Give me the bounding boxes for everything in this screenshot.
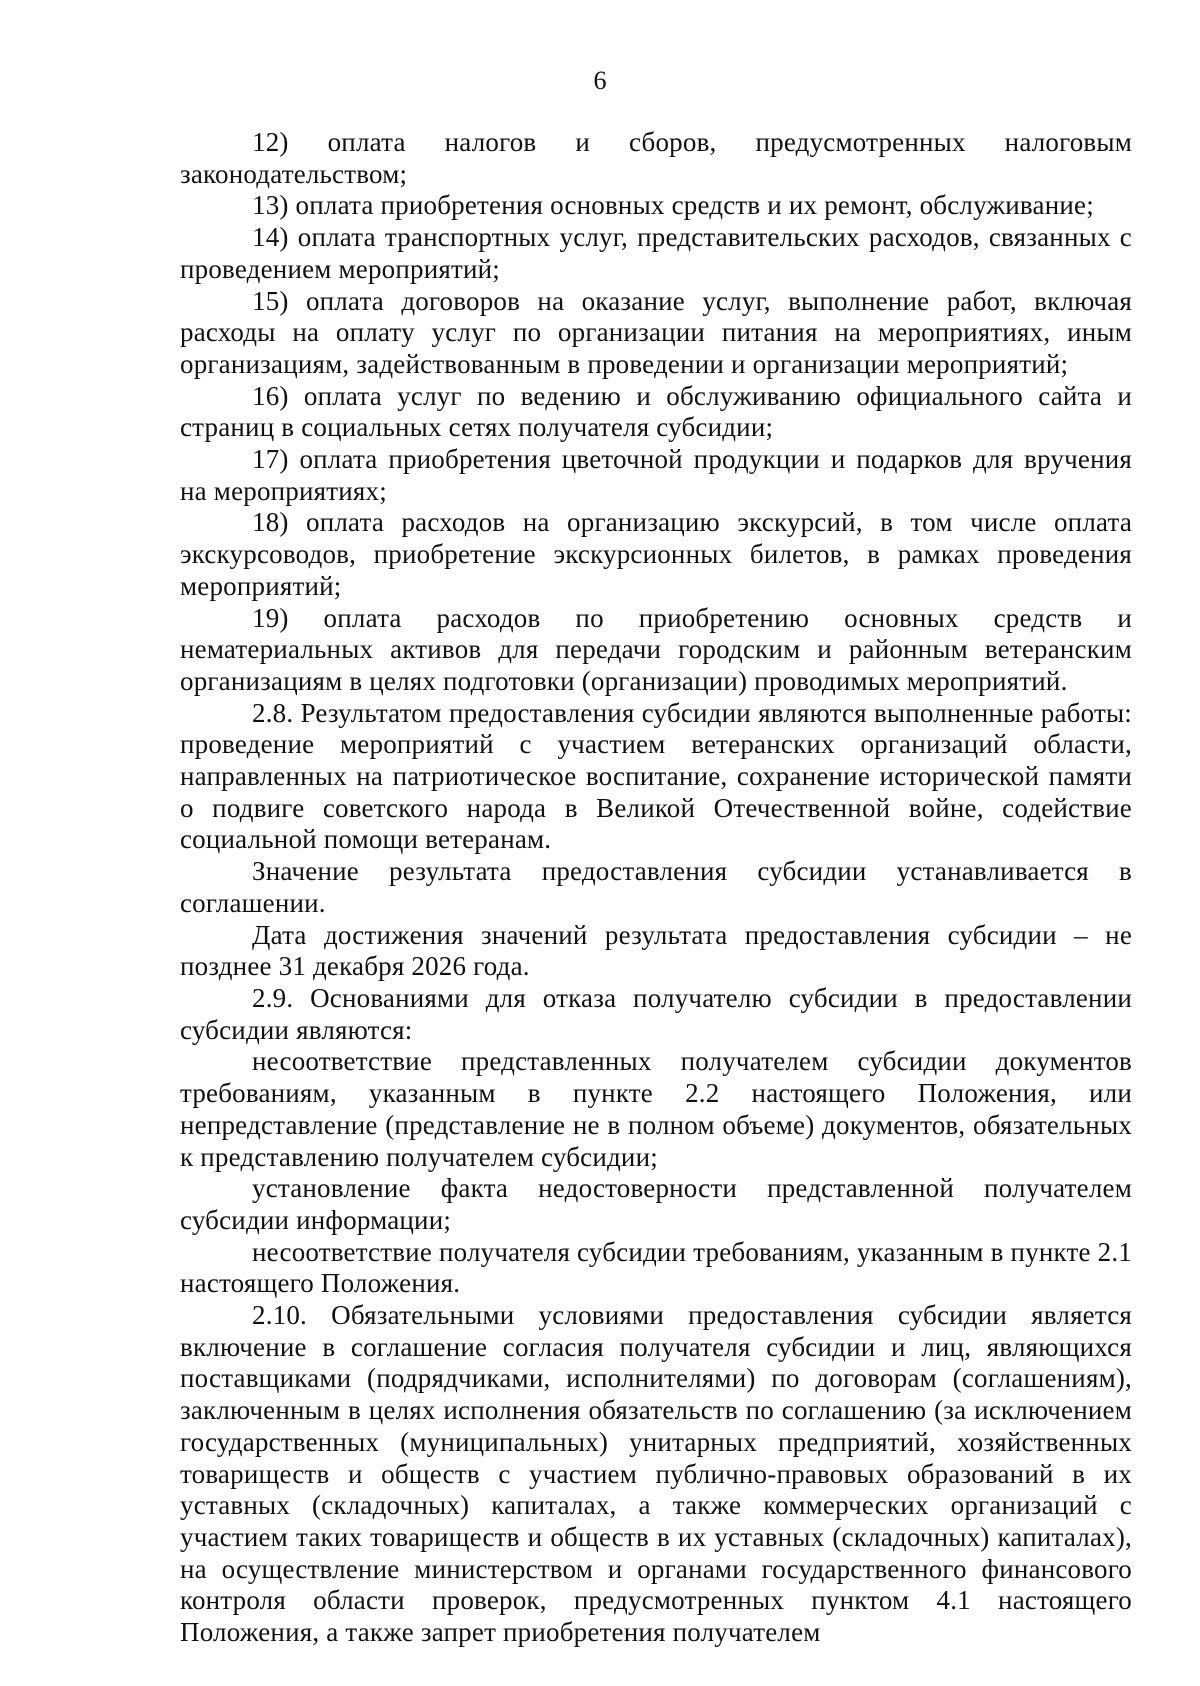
paragraph-refusal-information: установление факта недостоверности представленной получателем субсидии информации; — [180, 1173, 1132, 1235]
paragraph-2-8: 2.8. Результатом предоставления субсидии являются выполненные работы: проведение мероприятий с участием ветеранских организаций области, направленных на патриотическое воспитание, сохранение исторической памяти о подвиге советского народа в Великой Отечественной войне, содействие социальной помощи ветеранам. — [180, 697, 1132, 855]
paragraph-refusal-requirements: несоответствие получателя субсидии требованиям, указанным в пункте 2.1 настоящего Положения. — [180, 1236, 1132, 1299]
paragraph-result-date: Дата достижения значений результата предоставления субсидии – не позднее 31 декабря 2026 года. — [180, 919, 1132, 982]
paragraph-item-14: 14) оплата транспортных услуг, представительских расходов, связанных с проведением мероприятий; — [180, 222, 1132, 284]
paragraph-item-17: 17) оплата приобретения цветочной продукции и подарков для вручения на мероприятиях; — [180, 444, 1132, 506]
paragraph-2-9: 2.9. Основаниями для отказа получателю субсидии в предоставлении субсидии являются: — [180, 982, 1132, 1045]
paragraph-item-15: 15) оплата договоров на оказание услуг, выполнение работ, включая расходы на оплату услуг по организации питания на мероприятиях, иным организациям, задействованным в проведении и организации мероприятий; — [180, 285, 1132, 379]
paragraph-result-value: Значение результата предоставления субсидии устанавливается в соглашении. — [180, 856, 1132, 918]
paragraph-item-13: 13) оплата приобретения основных средств и их ремонт, обслуживание; — [252, 190, 1094, 221]
paragraph-item-16: 16) оплата услуг по ведению и обслуживанию официального сайта и страниц в социальных сетях получателя субсидии; — [180, 380, 1132, 443]
page-number: 6 — [593, 66, 607, 95]
paragraph-item-12: 12) оплата налогов и сборов, предусмотренных налоговым законодательством; — [180, 127, 1132, 189]
paragraph-2-10: 2.10. Обязательными условиями предоставления субсидии является включение в соглашение согласия получателя субсидии и лиц, являющихся поставщиками (подрядчиками, исполнителями) по договорам (соглашениям), заключенным в целях исполнения обязательств по соглашению (за исключением государственных (муниципальных) унитарных предприятий, хозяйственных товариществ и обществ с участием публично-правовых образований в их уставных (складочных) капиталах, а также коммерческих организаций с участием таких товариществ и обществ в их уставных (складочных) капиталах), на осуществление министерством и органами государственного финансового контроля области проверок, предусмотренных пунктом 4.1 настоящего Положения, а также запрет приобретения получателем — [180, 1300, 1132, 1648]
document-body — [180, 127, 1132, 1649]
paragraph-item-19: 19) оплата расходов по приобретению основных средств и нематериальных активов для передачи городским и районным ветеранским организациям в целях подготовки (организации) проводимых мероприятий. — [180, 602, 1132, 696]
paragraph-item-18: 18) оплата расходов на организацию экскурсий, в том числе оплата экскурсоводов, приобретение экскурсионных билетов, в рамках проведения мероприятий; — [180, 507, 1132, 601]
paragraph-refusal-documents: несоответствие представленных получателем субсидии документов требованиям, указанным в пункте 2.2 настоящего Положения, или непредставление (представление не в полном объеме) документов, обязательных к представлению получателем субсидии; — [180, 1046, 1132, 1172]
